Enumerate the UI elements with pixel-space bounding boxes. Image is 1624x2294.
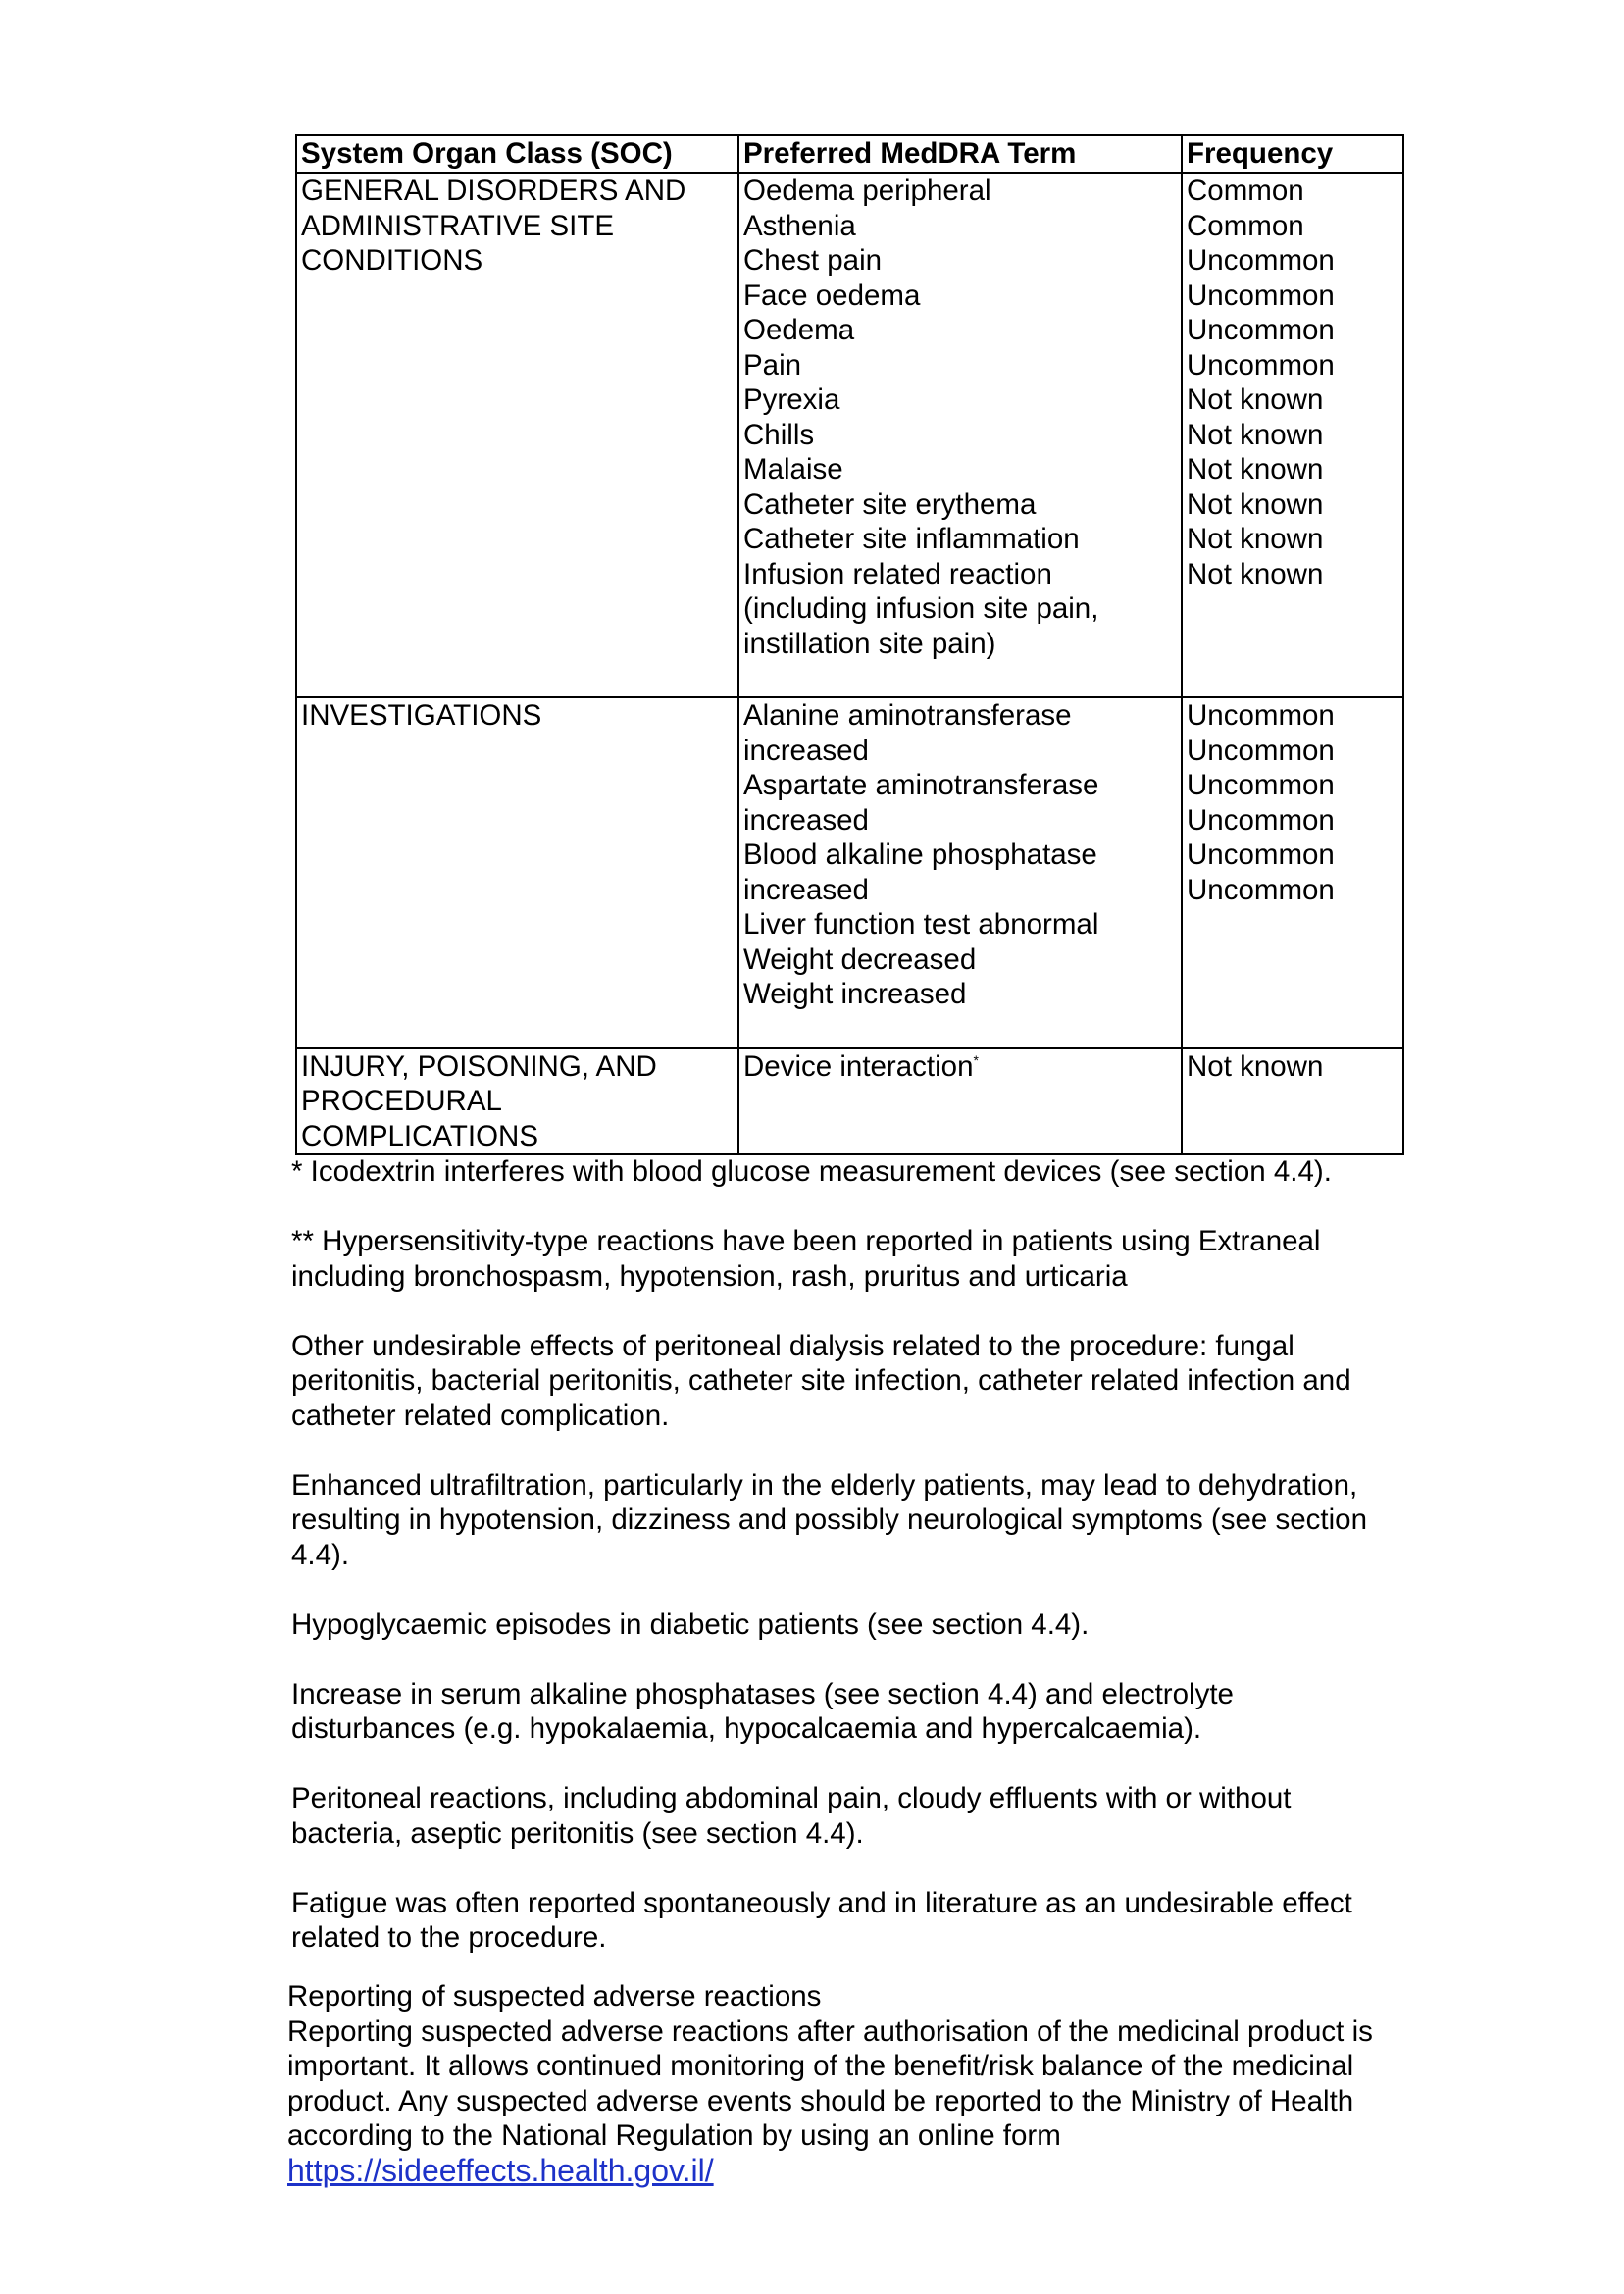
soc-cell-line: CONDITIONS	[301, 244, 483, 277]
notes-section	[291, 1154, 1429, 1990]
footnote-marker: *	[973, 1051, 979, 1068]
frequency-cell-line: Uncommon	[1187, 348, 1335, 382]
paragraph-line: resulting in hypotension, dizziness and possibly neurological symptoms (see section	[291, 1504, 1367, 1536]
header-frequency: Frequency	[1182, 135, 1403, 173]
term-cell-line: Chills	[743, 418, 815, 451]
frequency-cell-line: Uncommon	[1187, 314, 1335, 346]
term-cell-line: Catheter site erythema	[743, 487, 1037, 521]
term-cell-line: Asthenia	[743, 209, 856, 242]
term-cell-line: (including infusion site pain,	[743, 592, 1099, 625]
term-cell-line: increased	[743, 873, 869, 906]
adverse-reactions-table	[295, 134, 1404, 1155]
term-cell-line: Infusion related reaction	[743, 557, 1052, 590]
reporting-line: according to the National Regulation by using an online form	[287, 2119, 1061, 2152]
term-cell-line: Device interaction	[743, 1049, 974, 1083]
frequency-cell-line: Uncommon	[1187, 769, 1335, 801]
paragraph-line: Fatigue was often reported spontaneously and in literature as an undesirable effect	[291, 1886, 1352, 1919]
paragraph-line: 4.4).	[291, 1538, 350, 1571]
soc-cell	[296, 173, 738, 697]
paragraph-line: Other undesirable effects of peritoneal dialysis related to the procedure: fungal	[291, 1329, 1294, 1362]
term-cell-line: Pyrexia	[743, 383, 840, 416]
paragraph-line: catheter related complication.	[291, 1399, 670, 1432]
soc-cell-line: PROCEDURAL	[301, 1085, 502, 1117]
frequency-cell	[1182, 1048, 1403, 1155]
soc-cell	[296, 697, 738, 1048]
term-cell-line: Liver function test abnormal	[743, 908, 1099, 941]
frequency-cell-line: Common	[1187, 209, 1304, 242]
frequency-cell-line: Not known	[1187, 523, 1324, 555]
term-cell-line: Oedema peripheral	[743, 175, 991, 207]
frequency-cell-line: Uncommon	[1187, 244, 1335, 277]
term-cell-line: Oedema	[743, 314, 855, 346]
frequency-cell-line: Not known	[1187, 557, 1324, 590]
paragraph-line: bacteria, aseptic peritonitis (see section 4.4).	[291, 1816, 864, 1850]
paragraph-line: including bronchospasm, hypotension, rash, pruritus and urticaria	[291, 1259, 1128, 1293]
header-soc: System Organ Class (SOC)	[296, 135, 738, 173]
header-term: Preferred MedDRA Term	[738, 135, 1182, 173]
frequency-cell-line: Uncommon	[1187, 734, 1335, 767]
soc-cell-line: INJURY, POISONING, AND	[301, 1049, 657, 1083]
paragraph-line: ** Hypersensitivity-type reactions have been reported in patients using Extraneal	[291, 1225, 1321, 1257]
term-cell-line: instillation site pain)	[743, 627, 996, 660]
frequency-cell-line: Uncommon	[1187, 839, 1335, 871]
term-cell	[738, 173, 1182, 697]
paragraph-line: related to the procedure.	[291, 1921, 607, 1954]
soc-cell-line: ADMINISTRATIVE SITE	[301, 209, 615, 242]
frequency-cell	[1182, 697, 1403, 1048]
paragraph	[291, 1224, 1429, 1294]
term-cell-line: increased	[743, 734, 869, 767]
paragraph	[291, 1329, 1429, 1434]
term-cell-line: Aspartate aminotransferase	[743, 769, 1099, 801]
paragraph-line: peritonitis, bacterial peritonitis, catheter site infection, catheter related infection and	[291, 1364, 1351, 1397]
soc-cell-line: GENERAL DISORDERS AND	[301, 175, 686, 207]
paragraph	[291, 1154, 1429, 1190]
frequency-cell-line: Not known	[1187, 487, 1324, 521]
term-cell-line: Catheter site inflammation	[743, 523, 1080, 555]
table-row	[296, 697, 1403, 1048]
frequency-cell-line: Not known	[1187, 418, 1324, 451]
frequency-cell-line: Not known	[1187, 453, 1324, 485]
soc-cell-line: COMPLICATIONS	[301, 1119, 539, 1152]
term-cell	[738, 697, 1182, 1048]
reporting-line: Reporting suspected adverse reactions after authorisation of the medicinal product is	[287, 2014, 1373, 2048]
soc-cell-line: INVESTIGATIONS	[301, 699, 542, 732]
paragraph-line: * Icodextrin interferes with blood glucose measurement devices (see section 4.4).	[291, 1155, 1332, 1188]
term-cell-line: Pain	[743, 348, 802, 382]
paragraph-line: disturbances (e.g. hypokalaemia, hypocalcaemia and hypercalcaemia).	[291, 1712, 1202, 1745]
frequency-cell-line: Uncommon	[1187, 699, 1335, 732]
reporting-heading: Reporting of suspected adverse reactions	[287, 1980, 822, 2013]
reporting-line: important. It allows continued monitoring of the benefit/risk balance of the medicinal	[287, 2050, 1354, 2082]
frequency-cell-line: Not known	[1187, 1049, 1324, 1083]
paragraph	[291, 1607, 1429, 1643]
frequency-cell-line: Uncommon	[1187, 279, 1335, 312]
table-row	[296, 173, 1403, 697]
paragraph	[291, 1781, 1429, 1851]
frequency-cell-line: Uncommon	[1187, 873, 1335, 906]
term-cell-line: Chest pain	[743, 244, 883, 277]
paragraph-line: Hypoglycaemic episodes in diabetic patients (see section 4.4).	[291, 1607, 1090, 1641]
paragraph-line: Increase in serum alkaline phosphatases (see section 4.4) and electrolyte	[291, 1677, 1234, 1710]
term-cell-line: increased	[743, 803, 869, 837]
reporting-link[interactable]: https://sideeffects.health.gov.il/	[287, 2152, 714, 2188]
reporting-section	[287, 1979, 1425, 2189]
frequency-cell-line: Not known	[1187, 383, 1324, 416]
reporting-text	[287, 2014, 1425, 2154]
frequency-cell-line: Uncommon	[1187, 803, 1335, 837]
table-row	[296, 1048, 1403, 1155]
term-cell-line: Blood alkaline phosphatase	[743, 839, 1097, 871]
paragraph	[291, 1886, 1429, 1956]
term-cell-line: Weight decreased	[743, 943, 977, 976]
paragraph-line: Enhanced ultrafiltration, particularly in the elderly patients, may lead to dehydration,	[291, 1468, 1358, 1502]
soc-cell	[296, 1048, 738, 1155]
reporting-line: product. Any suspected adverse events should be reported to the Ministry of Health	[287, 2084, 1354, 2117]
term-cell-line: Weight increased	[743, 978, 967, 1010]
paragraph	[291, 1468, 1429, 1573]
term-cell-line: Face oedema	[743, 279, 921, 312]
paragraph-line: Peritoneal reactions, including abdominal pain, cloudy effluents with or without	[291, 1782, 1292, 1814]
term-cell	[738, 1048, 1182, 1155]
table-header-row	[296, 135, 1403, 173]
frequency-cell	[1182, 173, 1403, 697]
paragraph	[291, 1677, 1429, 1747]
term-cell-line: Alanine aminotransferase	[743, 699, 1072, 732]
term-cell-line: Malaise	[743, 453, 843, 485]
frequency-cell-line: Common	[1187, 175, 1304, 207]
